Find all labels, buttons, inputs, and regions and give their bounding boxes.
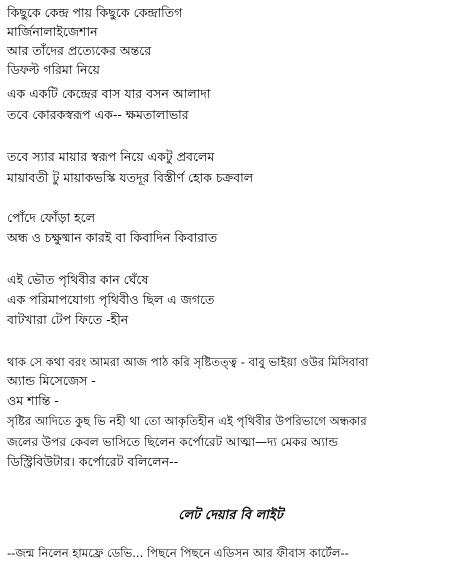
poem-line: এই ভৌত পৃথিবীর কান ঘেঁষে	[7, 272, 149, 287]
poem-line: অন্ধ ও চক্ষুষ্মান কারই বা কিবাদিন কিবারাত	[7, 230, 218, 245]
poem-line: ডিস্ট্রিবিউটার। কর্পোরেট বলিলেন--	[7, 454, 179, 469]
poem-line: মার্জিনালাইজেশান	[7, 24, 98, 39]
poem-line: পোঁদে ফোঁড়া হলে	[7, 210, 96, 225]
closing-line: --জন্ম নিলেন হামফ্রে ডেভি... পিছনে পিছনে এডিসন আর ফীবাস কার্টেল--	[7, 546, 349, 560]
poem-line: এক একটি কেন্দ্রের বাস যার বসন আলাদা	[7, 86, 211, 101]
poem-line: কিছুকে কেন্দ্র পায় কিছুকে কেন্দ্রাতিগ	[7, 5, 183, 20]
poem-line: তবে স্যার মায়ার স্বরূপ নিয়ে একটু প্রবলেম	[7, 149, 215, 164]
poem-line: ডিফল্ট গরিমা নিয়ে	[7, 62, 100, 77]
section-heading: লেট দেয়ার বি লাইট	[178, 508, 283, 523]
poem-line: ওম শান্তি -	[7, 393, 59, 408]
poem-line: সৃষ্টির আদিতে কুছ ভি নহী থা তো আকৃতিহীন এই পৃথিবীর উপরিভাগে অন্ধকার	[7, 414, 367, 428]
poem-line: এক পরিমাপযোগ্য পৃথিবীও ছিল এ জগতে	[7, 292, 215, 307]
poem-line: তবে কোরকস্বরূপ এক-- ক্ষমতালাভার	[7, 107, 189, 122]
poem-line: জলের উপর কেবল ভাসিতে ছিলেন কর্পোরেট আত্মা—দ্য মেকর অ্যান্ড	[7, 435, 338, 449]
poem-line: থাক সে কথা বরং আমরা আজ পাঠ করি সৃষ্টিতত্ত্ব - বাবু ভাইয়া ওউর মিসিবাবা	[7, 355, 369, 369]
poem-line: বাটখারা টেপ ফিতে -হীন	[7, 312, 129, 327]
poem-line: মায়াবতী টু মায়াকভস্কি যতদূর বিস্তীর্ণ হোক চক্রবাল	[7, 170, 254, 185]
poem-line: আর তাঁদের প্রত্যেকের অন্তরে	[7, 43, 152, 58]
poem-line: অ্যান্ড মিসেজেস -	[7, 373, 96, 388]
